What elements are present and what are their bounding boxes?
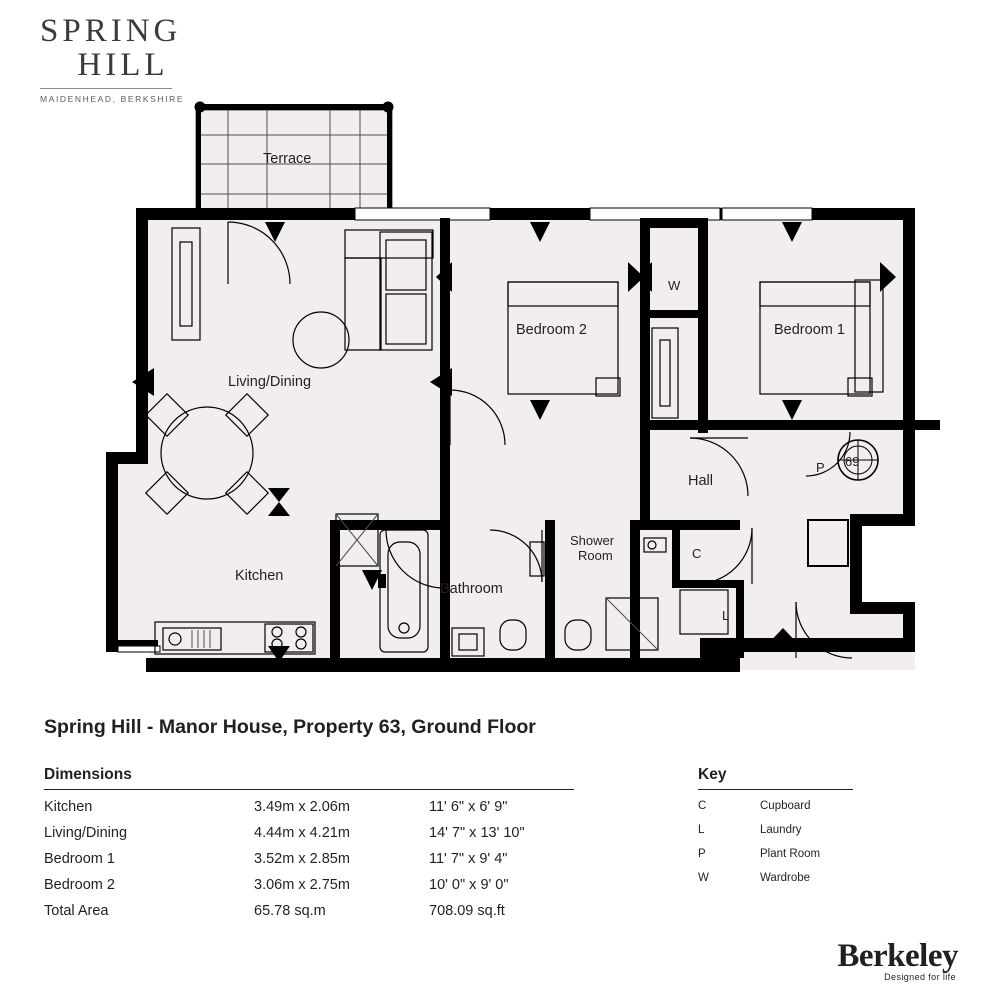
table-row [44,820,574,846]
table-row [698,818,853,842]
table-row [698,842,853,866]
dimensions-table [44,794,574,924]
dimension-metric: 3.06m x 2.75m [254,877,350,893]
key-letter: W [698,872,709,884]
apartment-floor [110,208,915,670]
brand-line-2: HILL [77,47,169,83]
key-divider [698,789,853,790]
dimension-metric: 4.44m x 4.21m [254,825,350,841]
dimension-imperial: 708.09 sq.ft [429,903,505,919]
dimension-imperial: 11' 7" x 9' 4" [429,851,508,867]
dimensions-divider [44,789,574,790]
dimension-imperial: 11' 6" x 6' 9" [429,799,508,815]
dimension-imperial: 10' 0" x 9' 0" [429,877,509,893]
room-label-bathroom: Bathroom [440,581,503,597]
table-row [44,846,574,872]
brand-line-1: SPRING [40,13,182,49]
key-letter: P [698,848,706,860]
key-meaning: Wardrobe [760,872,811,884]
key-meaning: Plant Room [760,848,821,860]
table-row [44,898,574,924]
table-row [44,794,574,820]
key-title: Key [698,766,727,783]
table-row [698,866,853,890]
wardrobe-marker: W [668,278,681,293]
room-label-bedroom-2: Bedroom 2 [516,322,587,338]
page-title: Spring Hill - Manor House, Property 63, Ground Floor [44,716,536,738]
table-row [698,794,853,818]
room-label-hall: Hall [688,473,713,489]
key-meaning: Laundry [760,824,802,836]
brand-divider [40,88,172,89]
brand-subtitle: MAIDENHEAD, BERKSHIRE [40,94,185,104]
dimension-imperial: 14' 7" x 13' 10" [429,825,525,841]
dimension-metric: 3.52m x 2.85m [254,851,350,867]
room-label-shower-room: Room [578,548,613,563]
key-section [698,766,853,890]
dimensions-title: Dimensions [44,766,132,783]
key-letter: L [698,824,705,836]
key-letter: C [698,800,707,812]
cupboard-marker: C [692,546,702,561]
dimension-room: Living/Dining [44,825,128,841]
key-table [698,794,853,890]
plant-room-marker: P [816,460,825,475]
room-label-terrace: Terrace [263,151,312,167]
room-label-bedroom-1: Bedroom 1 [774,322,845,338]
compass-rose [838,440,878,480]
laundry-marker: L [722,608,730,623]
dimension-room: Kitchen [44,799,93,815]
terrace-area [195,102,394,217]
floor-plan [0,90,1000,690]
dimensions-section [44,766,574,924]
dimension-metric: 3.49m x 2.06m [254,799,350,815]
room-label-kitchen: Kitchen [235,568,284,584]
dimension-room: Bedroom 2 [44,877,115,893]
berkeley-tagline: Designed for life [884,972,956,982]
compass-label: 69 [845,454,860,469]
berkeley-logo [837,940,958,982]
dimension-room: Total Area [44,903,109,919]
dimension-room: Bedroom 1 [44,851,115,867]
key-meaning: Cupboard [760,800,811,812]
berkeley-name: Berkeley [837,938,958,974]
room-label-living-dining: Living/Dining [228,374,312,390]
table-row [44,872,574,898]
dimension-metric: 65.78 sq.m [254,903,326,919]
room-label-shower: Shower [570,533,615,548]
